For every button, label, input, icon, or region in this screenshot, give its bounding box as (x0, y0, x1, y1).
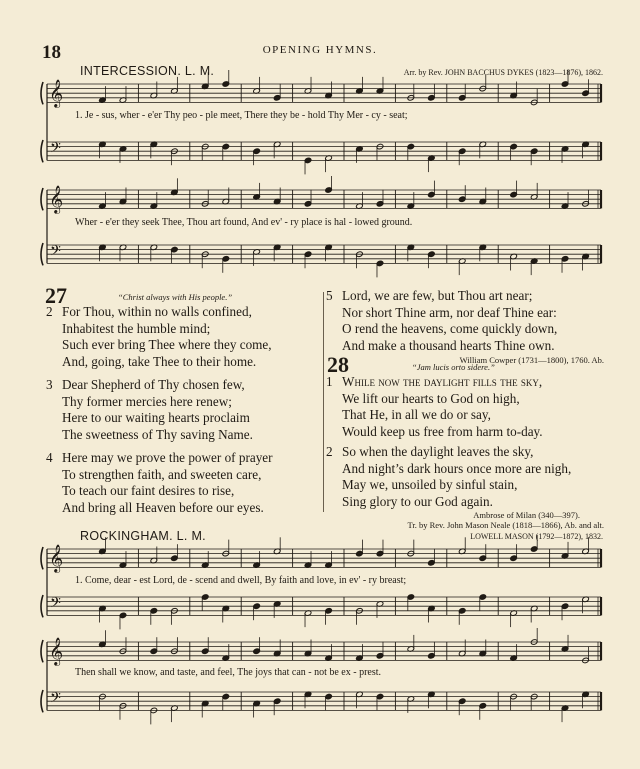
rockingham-sys1-treble-clef-icon: 𝄞 (49, 544, 64, 572)
page-number: 18 (42, 42, 61, 63)
rockingham-sys1-brace (41, 547, 43, 569)
intercession-sys1-treble-clef-icon: 𝄞 (49, 79, 64, 107)
hymn-27-epigraph: “Christ always with His people.” (118, 292, 233, 302)
rockingham-sys2-brace (41, 640, 43, 662)
hymn-27-verse-4: 4 Here may we prove the power of prayer To strengthen faith, and sweeten care, To teach our faint desires to rise, And bring all Heaven before our eyes. (46, 450, 273, 515)
hymn-28-attribution-2: Tr. by Rev. John Mason Neale (1818—1866), Ab. and alt. (407, 520, 604, 530)
rockingham-sys2-bass-clef-icon: 𝄢 (50, 690, 61, 710)
intercession-sys1-brace (41, 140, 43, 162)
hymn-number-28: 28 (327, 352, 349, 377)
rockingham-sys1-brace (41, 595, 43, 617)
tune-title-rockingham: ROCKINGHAM. L. M. (80, 529, 206, 543)
hymn-27-attribution: William Cowper (1731—1800), 1760. Ab. (459, 355, 604, 365)
credit-composer: JOHN BACCHUS DYKES (444, 68, 534, 77)
intercession-sys1-brace (41, 82, 43, 104)
credit-composer: LOWELL MASON (470, 532, 534, 541)
tune-title-intercession: INTERCESSION. L. M. (80, 64, 215, 78)
intercession-sys2-treble-clef-icon: 𝄞 (49, 185, 64, 213)
hymn-28-attribution-1: Ambrose of Milan (340—397). (473, 510, 580, 520)
column-divider (323, 292, 324, 512)
intercession-sys2-bass-clef-icon: 𝄢 (50, 243, 61, 263)
intercession-sys1-bass-clef-icon: 𝄢 (50, 140, 61, 160)
rockingham-sys2-treble-clef-icon: 𝄞 (49, 637, 64, 665)
rockingham-sys2-brace (41, 690, 43, 712)
lyric-intercession-2: Wher - e'er they seek Thee, Thou art found, And ev' - ry place is hal - lowed ground. (75, 217, 413, 228)
hymn-28-verse-2: 2 So when the daylight leaves the sky, And night’s dark hours once more are nigh, May we, unsoiled by sinful stain, Sing glory to our God again. (326, 444, 572, 509)
hymn-27-verse-5: 5 Lord, we are few, but Thou art near; Nor short Thine arm, nor deaf Thine ear: O rend the heavens, come quickly down, And make a thousand hearts Thine own. (326, 288, 558, 353)
lyric-rockingham-2: Then shall we know, and taste, and feel, The joys that can - not be ex - prest. (75, 667, 382, 678)
tune-credit-rockingham (470, 532, 603, 541)
credit-dates: (1823—1876), 1862. (535, 68, 603, 77)
lyric-intercession-1: 1. Je - sus, wher - e'er Thy peo - ple meet, There they be - hold Thy Mer - cy - seat; (75, 110, 408, 121)
intercession-sys2-brace (41, 188, 43, 210)
credit-dates: (1792—1872), 1832. (535, 532, 603, 541)
running-title: OPENING HYMNS. (262, 44, 378, 56)
hymn-28-verse-1: 1 While now the daylight fills the sky, We lift our hearts to God on high, That He, in all we do or say, Would keep us free from harm to-day. (326, 374, 543, 439)
hymn-28-epigraph: “Jam lucis orto sidere.” (412, 362, 495, 372)
rockingham-sys1-bass-clef-icon: 𝄢 (50, 595, 61, 615)
hymn-number-27: 27 (45, 283, 67, 308)
lyric-rockingham-1: 1. Come, dear - est Lord, de - scend and dwell, By faith and love, in ev' - ry breast; (75, 575, 407, 586)
credit-prefix: Arr. by Rev. (403, 68, 443, 77)
hymn-27-verse-2: 2 For Thou, within no walls confined, Inhabitest the humble mind; Such ever bring Thee where they come, And, going, take Thee to their home. (46, 304, 272, 369)
hymn-27-verse-3: 3 Dear Shepherd of Thy chosen few, Thy former mercies here renew; Here to our waiting hearts proclaim The sweetness of Thy saving Name. (46, 377, 253, 442)
intercession-sys2-brace (41, 243, 43, 265)
